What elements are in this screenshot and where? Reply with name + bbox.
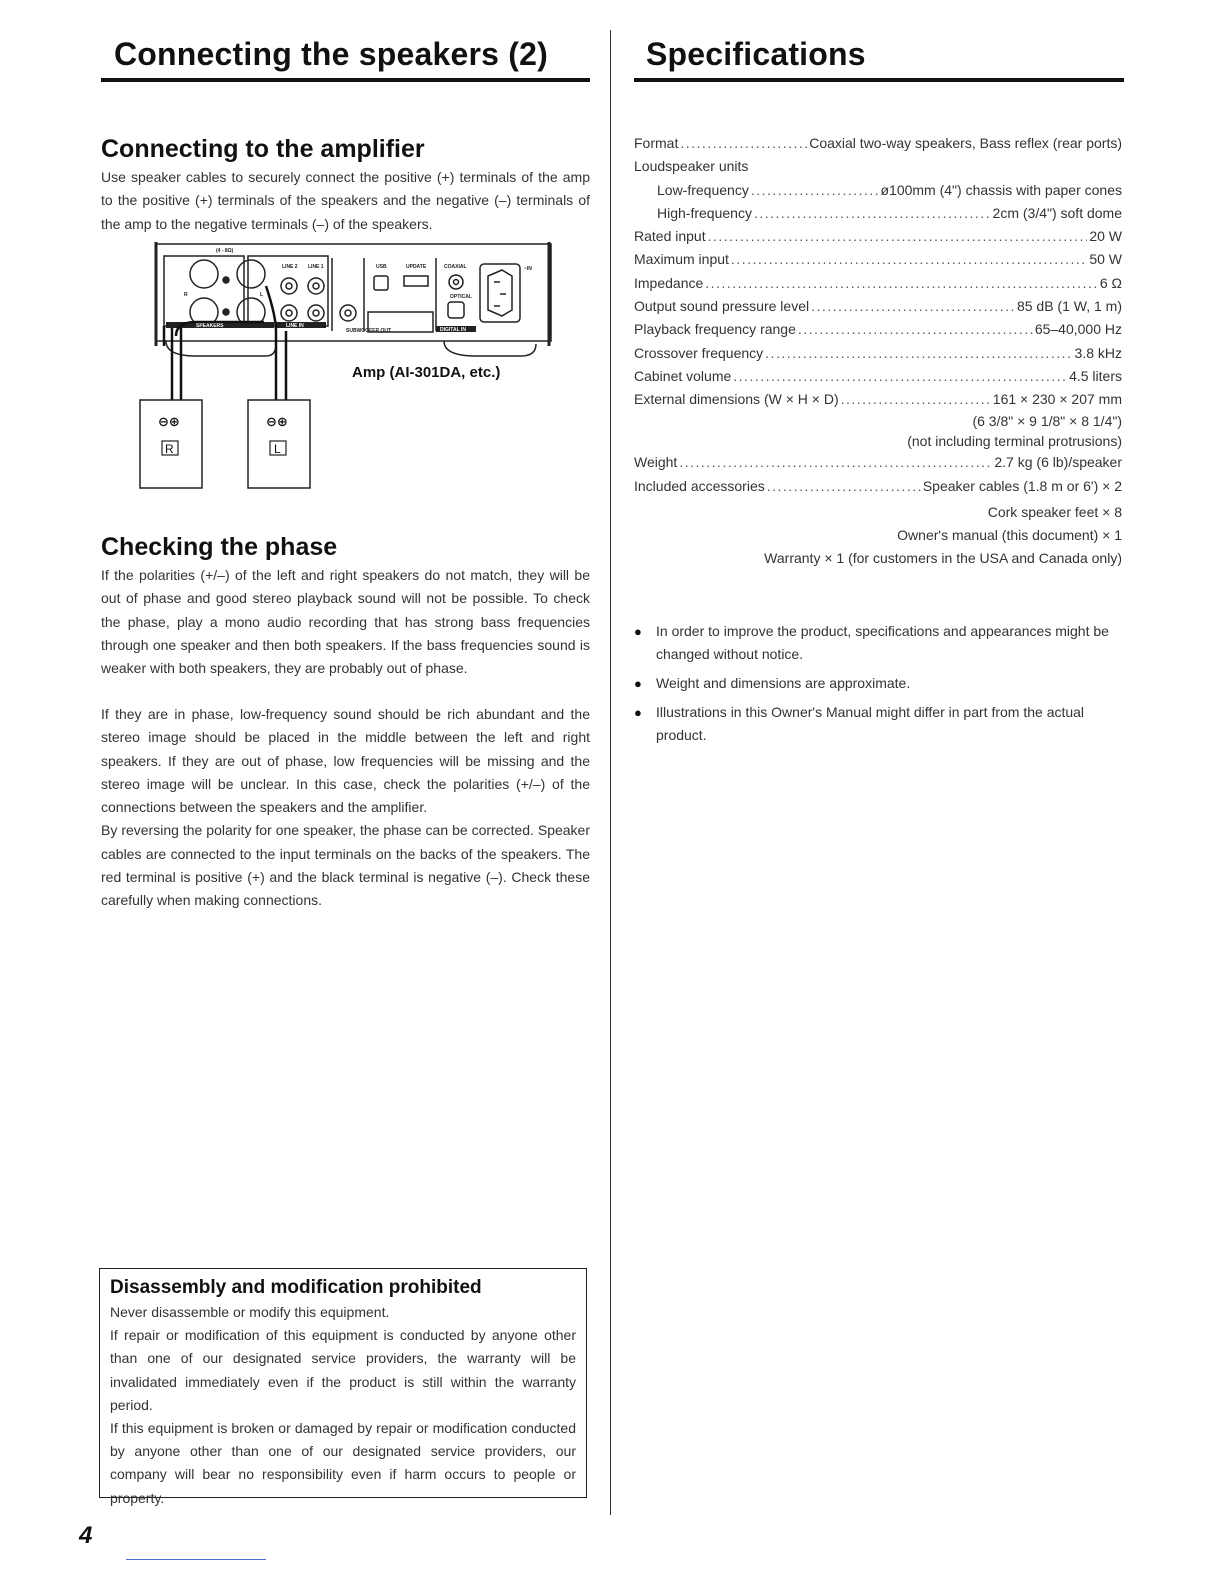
warning-line-2: If repair or modification of this equipment is conducted by anyone other than one of our designated service providers, the warranty will be invalidated immediately even if the product is still within the warranty period. [110,1327,576,1413]
label-coaxial: COAXIAL [444,264,467,270]
warning-box [99,1268,587,1506]
note-text-1: In order to improve the product, specifications and appearances might be changed without notice. [656,623,1109,662]
spec-output-spl: Output sound pressure level ..... 85 dB (1 W, 1 m) [634,298,1122,321]
heading-connecting-amplifier: Connecting to the amplifier [101,135,425,163]
label-l-terminal: L [260,292,264,298]
spec-dimensions-inches: (6 3/8" × 9 1/8" × 8 1/4") [972,413,1122,430]
spec-notes [634,620,1122,753]
label-usb: USB [376,264,387,270]
label-r-terminal: R [184,292,188,298]
note-item [634,701,1122,747]
spec-accessory-manual: Owner's manual (this document) × 1 [897,527,1122,544]
terminal-r-plus [190,260,218,288]
speaker-right-label: R [165,442,174,456]
phase-paragraph-2 [101,703,590,913]
spec-weight: Weight ..... 2.7 kg (6 lb)/speaker [634,454,1122,477]
bullet-icon: ● [634,624,642,639]
spec-included-accessories: Included accessories ..... Speaker cables (1.8 m or 6') × 2 [634,478,1122,501]
title-rule-right [634,78,1124,82]
spec-maximum-input: Maximum input ..... 50 W [634,251,1122,274]
spec-loudspeaker-units: Loudspeaker units [634,158,749,175]
phase-paragraph-2-text: If they are in phase, low-frequency sound should be rich abundant and the stereo image should be placed in the middle between the left and right speakers. If they are out of phase, low frequencies will be missing and the stereo image will be unclear. In this case, check the polarities (+/–) of the connections between the speakers and the amplifier. [101,706,590,816]
note-item [634,620,1122,666]
terminal-l-plus [237,260,265,288]
spec-impedance: Impedance ..... 6 Ω [634,275,1122,298]
spec-external-dimensions: External dimensions (W × H × D) ..... 161 × 230 × 207 mm [634,391,1122,411]
phase-paragraph-1-text: If the polarities (+/–) of the left and right speakers do not match, they will be out of phase and good stereo playback sound will not be possible. To check the phase, play a mono audio recording that has strong bass frequencies through one speaker and then both speakers. If the bass frequencies sound is weaker with both speakers, they are probably out of phase. [101,567,590,677]
label-impedance: (4 - 8Ω) [216,248,234,254]
phase-paragraph-3-text: By reversing the polarity for one speaker, the phase can be corrected. Speaker cables are connected to the input terminals on the backs of the speakers. The red terminal is positive (+) and the black terminal is negative (–). Check these carefully when making connections. [101,822,590,909]
spec-accessory-warranty: Warranty × 1 (for customers in the USA and Canada only) [764,550,1122,567]
label-line2: LINE 2 [282,264,298,270]
page-title-specifications: Specifications [646,36,866,72]
spec-format: Format ..... Coaxial two-way speakers, Bass reflex (rear ports) [634,135,1122,158]
label-line1: LINE 1 [308,264,324,270]
spec-crossover: Crossover frequency ..... 3.8 kHz [634,345,1122,368]
warning-line-3: If this equipment is broken or damaged by repair or modification conducted by anyone other than one of our designated service providers, our company will bear no responsibility even if harm occurs to people or property. [110,1420,576,1506]
phase-paragraph-1 [101,564,590,680]
page-title-connecting: Connecting the speakers (2) [114,36,548,72]
label-speakers: SPEAKERS [196,323,224,329]
footer-rule [126,1559,266,1560]
note-text-3: Illustrations in this Owner's Manual might differ in part from the actual product. [656,704,1085,743]
amp-instructions [101,166,590,236]
heading-checking-phase: Checking the phase [101,533,338,561]
spec-dimensions-note: (not including terminal protrusions) [907,433,1122,450]
note-text-2: Weight and dimensions are approximate. [656,675,911,691]
label-ac-in: ~IN [524,266,532,272]
spec-accessory-cork-feet: Cork speaker feet × 8 [987,503,1122,520]
page-number: 4 [79,1522,93,1549]
spec-cabinet-volume: Cabinet volume ..... 4.5 liters [634,368,1122,391]
label-optical: OPTICAL [450,294,472,300]
speaker-right-terminals: ⊖⊕ [158,415,180,430]
specifications-list [634,135,1122,571]
spec-low-frequency: Low-frequency ..... ø100mm (4") chassis with paper cones [634,182,1122,205]
label-update: UPDATE [406,264,427,270]
bullet-icon: ● [634,676,642,691]
column-divider [610,30,611,1515]
speaker-left-terminals: ⊖⊕ [266,415,288,430]
diagram-caption: Amp (AI-301DA, etc.) [352,364,501,381]
label-digital-in: DIGITAL IN [440,327,466,333]
warning-line-1: Never disassemble or modify this equipment. [110,1304,390,1320]
note-item [634,672,1122,695]
label-line-in: LINE IN [286,323,304,329]
label-subwoofer-out: SUBWOOFER OUT [346,328,391,334]
amp-instructions-text: Use speaker cables to securely connect the positive (+) terminals of the amp to the positive (+) terminals of the speakers and the negative (–) terminals of the amp to the negative terminals (–) of the speakers. [101,169,590,232]
bullet-icon: ● [634,705,642,720]
title-rule-left [101,78,590,82]
warning-heading: Disassembly and modification prohibited [110,1277,482,1298]
spec-playback-range: Playback frequency range ..... 65–40,000 Hz [634,321,1122,344]
spec-high-frequency: High-frequency ..... 2cm (3/4") soft dome [634,205,1122,228]
spec-rated-input: Rated input ..... 20 W [634,228,1122,251]
speaker-left-label: L [274,442,281,456]
